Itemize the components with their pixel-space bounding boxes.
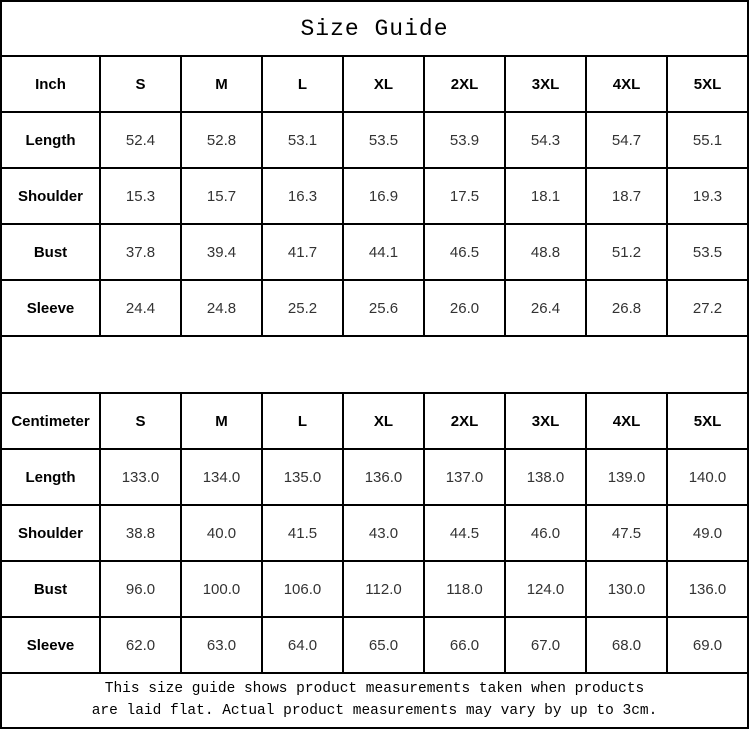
row-label-cell: Length (1, 112, 100, 168)
unit-label-cell: Centimeter (1, 393, 100, 449)
measurement-cell: 69.0 (667, 617, 748, 673)
measurement-cell: 106.0 (262, 561, 343, 617)
size-header-cell: M (181, 56, 262, 112)
size-header-cell: 3XL (505, 56, 586, 112)
measurement-cell: 62.0 (100, 617, 181, 673)
measurement-cell: 118.0 (424, 561, 505, 617)
measurement-cell: 54.7 (586, 112, 667, 168)
measurement-cell: 138.0 (505, 449, 586, 505)
row-label-cell: Sleeve (1, 617, 100, 673)
measurement-cell: 41.7 (262, 224, 343, 280)
size-header-row (1, 56, 748, 112)
measurement-cell: 54.3 (505, 112, 586, 168)
measurement-cell: 63.0 (181, 617, 262, 673)
table-spacer (0, 337, 749, 392)
measurement-cell: 66.0 (424, 617, 505, 673)
table-row (1, 168, 748, 224)
measurement-cell: 40.0 (181, 505, 262, 561)
measurement-cell: 41.5 (262, 505, 343, 561)
unit-label-cell: Inch (1, 56, 100, 112)
measurement-cell: 133.0 (100, 449, 181, 505)
measurement-cell: 38.8 (100, 505, 181, 561)
table-row (1, 449, 748, 505)
size-header-cell: M (181, 393, 262, 449)
size-header-cell: XL (343, 56, 424, 112)
table-row (1, 112, 748, 168)
measurement-cell: 137.0 (424, 449, 505, 505)
page-title: Size Guide (0, 0, 749, 55)
measurement-cell: 51.2 (586, 224, 667, 280)
measurement-cell: 68.0 (586, 617, 667, 673)
measurement-cell: 53.5 (667, 224, 748, 280)
measurement-cell: 52.4 (100, 112, 181, 168)
row-label-cell: Shoulder (1, 505, 100, 561)
measurement-cell: 140.0 (667, 449, 748, 505)
measurement-cell: 136.0 (667, 561, 748, 617)
measurement-cell: 24.4 (100, 280, 181, 336)
measurement-cell: 67.0 (505, 617, 586, 673)
measurement-cell: 26.8 (586, 280, 667, 336)
measurement-cell: 53.9 (424, 112, 505, 168)
measurement-cell: 16.9 (343, 168, 424, 224)
measurement-cell: 43.0 (343, 505, 424, 561)
footer-note (0, 674, 749, 729)
size-header-cell: S (100, 56, 181, 112)
measurement-cell: 39.4 (181, 224, 262, 280)
measurement-cell: 64.0 (262, 617, 343, 673)
measurement-cell: 26.4 (505, 280, 586, 336)
measurement-cell: 46.5 (424, 224, 505, 280)
size-header-cell: L (262, 56, 343, 112)
measurement-cell: 16.3 (262, 168, 343, 224)
measurement-cell: 18.1 (505, 168, 586, 224)
measurement-cell: 52.8 (181, 112, 262, 168)
measurement-cell: 124.0 (505, 561, 586, 617)
row-label-cell: Length (1, 449, 100, 505)
size-header-cell: 4XL (586, 393, 667, 449)
size-header-cell: 3XL (505, 393, 586, 449)
measurement-cell: 139.0 (586, 449, 667, 505)
size-header-cell: XL (343, 393, 424, 449)
measurement-cell: 17.5 (424, 168, 505, 224)
measurement-cell: 136.0 (343, 449, 424, 505)
measurement-cell: 112.0 (343, 561, 424, 617)
measurement-cell: 47.5 (586, 505, 667, 561)
size-header-cell: L (262, 393, 343, 449)
size-header-cell: 4XL (586, 56, 667, 112)
row-label-cell: Bust (1, 561, 100, 617)
size-header-cell: 5XL (667, 56, 748, 112)
measurement-cell: 134.0 (181, 449, 262, 505)
measurement-cell: 19.3 (667, 168, 748, 224)
measurement-cell: 130.0 (586, 561, 667, 617)
size-header-row (1, 393, 748, 449)
measurement-cell: 25.2 (262, 280, 343, 336)
measurement-cell: 53.1 (262, 112, 343, 168)
measurement-cell: 53.5 (343, 112, 424, 168)
table-row (1, 561, 748, 617)
row-label-cell: Bust (1, 224, 100, 280)
table-row (1, 617, 748, 673)
measurement-cell: 25.6 (343, 280, 424, 336)
measurement-cell: 55.1 (667, 112, 748, 168)
inch-size-table (0, 55, 749, 337)
measurement-cell: 15.7 (181, 168, 262, 224)
measurement-cell: 15.3 (100, 168, 181, 224)
measurement-cell: 27.2 (667, 280, 748, 336)
measurement-cell: 24.8 (181, 280, 262, 336)
measurement-cell: 49.0 (667, 505, 748, 561)
measurement-cell: 100.0 (181, 561, 262, 617)
table-row (1, 280, 748, 336)
measurement-cell: 96.0 (100, 561, 181, 617)
measurement-cell: 135.0 (262, 449, 343, 505)
size-header-cell: 5XL (667, 393, 748, 449)
measurement-cell: 18.7 (586, 168, 667, 224)
size-header-cell: 2XL (424, 393, 505, 449)
measurement-cell: 37.8 (100, 224, 181, 280)
size-header-cell: S (100, 393, 181, 449)
measurement-cell: 44.1 (343, 224, 424, 280)
row-label-cell: Shoulder (1, 168, 100, 224)
table-row (1, 505, 748, 561)
measurement-cell: 65.0 (343, 617, 424, 673)
size-header-cell: 2XL (424, 56, 505, 112)
row-label-cell: Sleeve (1, 280, 100, 336)
measurement-cell: 44.5 (424, 505, 505, 561)
footer-line-2: are laid flat. Actual product measurements may vary by up to 3cm. (91, 702, 658, 719)
measurement-cell: 46.0 (505, 505, 586, 561)
measurement-cell: 26.0 (424, 280, 505, 336)
centimeter-size-table (0, 392, 749, 674)
measurement-cell: 48.8 (505, 224, 586, 280)
footer-line-1: This size guide shows product measurements taken when products (104, 681, 645, 698)
table-row (1, 224, 748, 280)
